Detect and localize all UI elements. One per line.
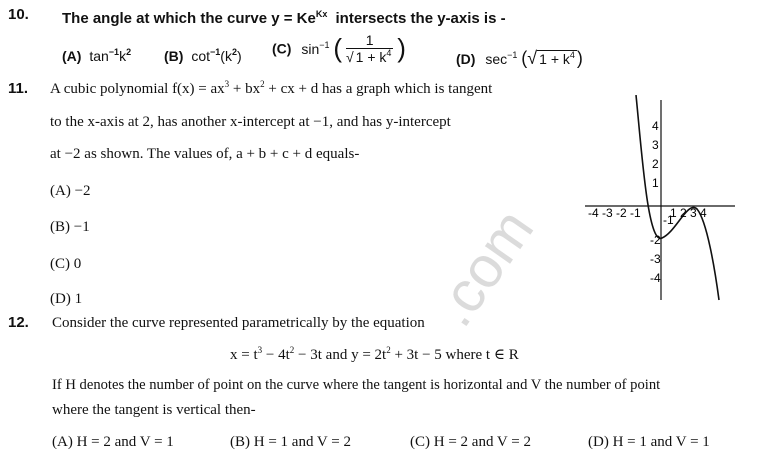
y-tick-neg-3: -3 [650, 252, 661, 266]
y-tick-4: 4 [652, 119, 659, 133]
q11-option-d: (D) 1 [50, 291, 83, 307]
y-tick-2: 2 [652, 157, 659, 171]
question-number-12: 12. [8, 314, 29, 331]
q12-option-b: (B) H = 1 and V = 2 [230, 434, 351, 450]
q12-option-c: (C) H = 2 and V = 2 [410, 434, 531, 450]
q12-option-d: (D) H = 1 and V = 1 [588, 434, 710, 450]
y-tick-neg-2: -2 [650, 233, 661, 247]
q12-line-1: Consider the curve represented parametrically by the equation [52, 315, 425, 331]
q10-c-fraction: $\frac{1}{√ 1 + k^4}$ [345, 32, 392, 65]
q11-option-a: (A) −2 [50, 183, 91, 199]
q11-line-3: at −2 as shown. The values of, a + b + c + d equals- [50, 146, 360, 162]
question-number-10: 10. [8, 6, 29, 23]
cubic-curve [636, 95, 719, 300]
q11-option-b: (B) −1 [50, 219, 90, 235]
q11-option-c: (C) 0 [50, 256, 82, 272]
q10-question: The angle at which the curve $y = Ke^{Kx}$ intersects the y-axis is - [62, 9, 506, 27]
q11-line-2: to the x-axis at 2, has another x-intercept at −1, and has y-intercept [50, 114, 451, 130]
x-tick-labels-positive: 1 2 3 4 [670, 206, 707, 220]
q10-option-a: (A) $\tan^{-1}k^2$ [62, 47, 132, 64]
y-tick-neg-1: -1 [663, 213, 674, 227]
y-tick-neg-4: -4 [650, 271, 661, 285]
cubic-graph [580, 95, 740, 305]
q12-option-a: (A) H = 2 and V = 1 [52, 434, 174, 450]
q12-equation: $x = t^3 - 4t^2 - 3t$ and $y = 2t^2 + 3t - 5$ where t ∈ R [230, 345, 519, 363]
y-tick-1: 1 [652, 176, 659, 190]
q10-option-b: (B) $\cot^{-1}(k^2)$ [164, 47, 242, 64]
q12-line-3: where the tangent is vertical then- [52, 402, 256, 418]
question-number-11: 11. [8, 80, 29, 97]
x-tick-labels-negative: -4 -3 -2 -1 [588, 206, 641, 220]
y-tick-3: 3 [652, 138, 659, 152]
q10-option-d: (D) $\sec^{-1}$ (√ $1 + k^4$ ) [456, 48, 583, 68]
q12-line-2: If H denotes the number of point on the curve where the tangent is horizontal and V the number of point [52, 377, 661, 393]
q11-line-1: A cubic polynomial $f(x) = ax^3 + bx^2$ + cx + d has a graph which is tangent [50, 79, 493, 97]
q10-option-c: (C) $\sin^{-1}$ ( $\frac{1}{√ 1 + k^4}$ ) [272, 32, 406, 65]
watermark: .com [420, 197, 547, 338]
